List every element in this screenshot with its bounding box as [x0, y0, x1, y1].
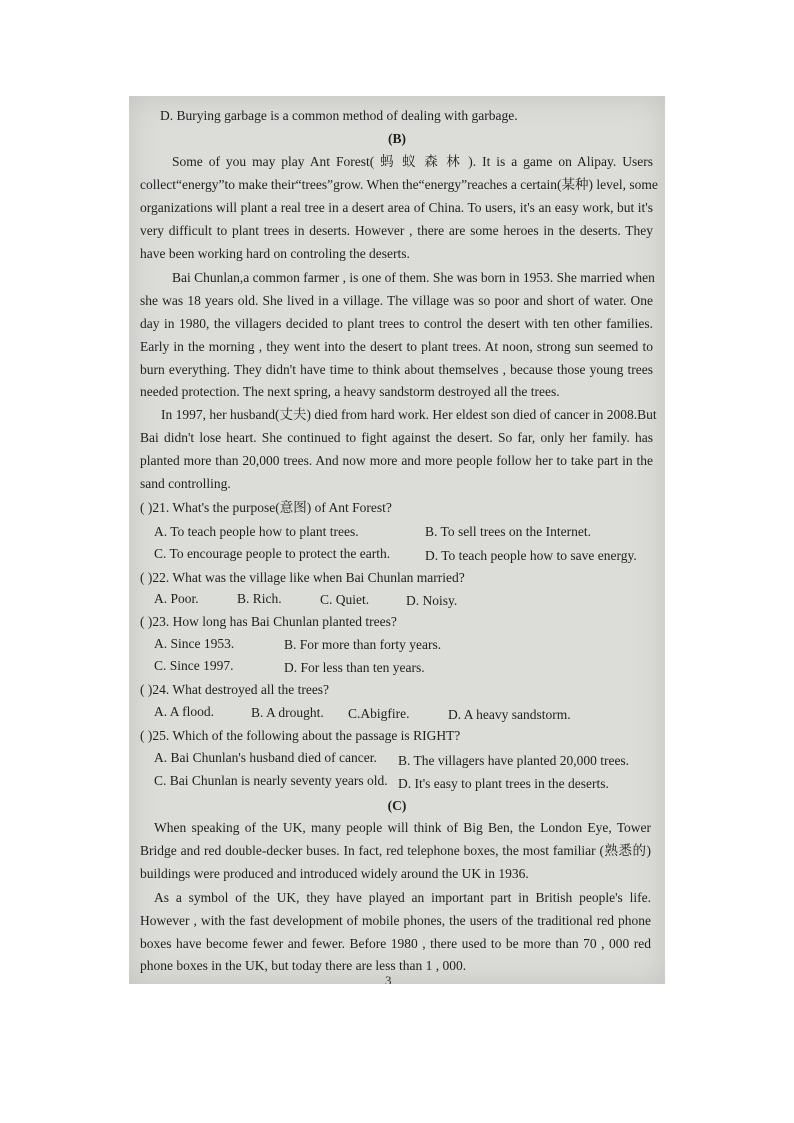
paragraph-line: Bai didn't lose heart. She continued to fight against the desert. So far, only her family. has	[140, 430, 653, 445]
paragraph-line: she was 18 years old. She lived in a village. The village was so poor and short of water. One	[140, 293, 653, 308]
paragraph-line: However , with the fast development of mobile phones, the users of the traditional red phone	[140, 913, 651, 928]
q25-option-d: D. It's easy to plant trees in the deserts.	[398, 776, 609, 791]
q21-option-d: D. To teach people how to save energy.	[425, 548, 637, 563]
q23-option-d: D. For less than ten years.	[284, 660, 425, 675]
paragraph-line: Early in the morning , they went into the desert to plant trees. At noon, strong sun seemed to	[140, 339, 653, 354]
paragraph-line: organizations will plant a real tree in a desert area of China. To users, it's an easy work, but it's	[140, 200, 653, 215]
q21-option-c: C. To encourage people to protect the earth.	[154, 546, 391, 561]
paragraph-line: Some of you may play Ant Forest( 蚂 蚁 森 林 ). It is a game on Alipay. Users	[172, 154, 653, 169]
paragraph-line: buildings were produced and introduced widely around the UK in 1936.	[140, 866, 529, 881]
q22-option-d: D. Noisy.	[406, 593, 458, 608]
paragraph-line: As a symbol of the UK, they have played an important part in British people's life.	[154, 890, 651, 905]
q23-option-c: C. Since 1997.	[154, 658, 234, 673]
section-c-heading: (C)	[387, 798, 407, 813]
question-25: ( )25. Which of the following about the passage is RIGHT?	[140, 728, 461, 743]
question-22: ( )22. What was the village like when Bai Chunlan married?	[140, 570, 465, 585]
q23-option-b: B. For more than forty years.	[284, 637, 442, 652]
q25-option-a: A. Bai Chunlan's husband died of cancer.	[154, 750, 377, 765]
paragraph-line: Bai Chunlan,a common farmer , is one of them. She was born in 1953. She married when	[172, 270, 655, 285]
q24-option-b: B. A drought.	[251, 705, 324, 720]
paragraph-line: When speaking of the UK, many people will think of Big Ben, the London Eye, Tower	[154, 820, 651, 835]
option-d-line: D. Burying garbage is a common method of dealing with garbage.	[160, 108, 518, 123]
q22-option-a: A. Poor.	[154, 591, 199, 606]
paragraph-line: sand controlling.	[140, 476, 231, 491]
section-b-heading: (B)	[388, 131, 406, 146]
paragraph-line: have been working hard on controling the deserts.	[140, 246, 410, 261]
paragraph-line: boxes have become fewer and fewer. Before 1980 , there used to be more than 70 , 000 red	[140, 936, 651, 951]
paragraph-line: planted more than 20,000 trees. And now more and more people follow her to take part in the	[140, 453, 653, 468]
question-24: ( )24. What destroyed all the trees?	[140, 682, 330, 697]
q23-option-a: A. Since 1953.	[154, 636, 235, 651]
q21-option-b: B. To sell trees on the Internet.	[425, 524, 592, 539]
q24-option-d: D. A heavy sandstorm.	[448, 707, 571, 722]
q21-option-a: A. To teach people how to plant trees.	[154, 524, 359, 539]
q25-option-c: C. Bai Chunlan is nearly seventy years old.	[154, 773, 388, 788]
paragraph-line: burn everything. They didn't have time to think about themselves , because those young trees	[140, 362, 653, 377]
q24-option-c: C.Abigfire.	[348, 706, 410, 721]
paragraph-line: very difficult to plant trees in deserts. However , there are some heroes in the deserts. They	[140, 223, 653, 238]
question-21: ( )21. What's the purpose(意图) of Ant Forest?	[140, 500, 392, 515]
q24-option-a: A. A flood.	[154, 704, 215, 719]
paragraph-line: collect“energy”to make their“trees”grow. When the“energy”reaches a certain(某种) level, some	[140, 177, 658, 192]
paragraph-line: Bridge and red double-decker buses. In fact, red telephone boxes, the most familiar (熟悉的)	[140, 843, 651, 858]
q22-option-b: B. Rich.	[237, 591, 282, 606]
paragraph-line: needed protection. The next spring, a heavy sandstorm destroyed all the trees.	[140, 384, 560, 399]
question-23: ( )23. How long has Bai Chunlan planted trees?	[140, 614, 397, 629]
paragraph-line: day in 1980, the villagers decided to plant trees to control the desert with ten other families.	[140, 316, 653, 331]
scanned-page-photo	[129, 96, 665, 984]
paragraph-line: phone boxes in the UK, but today there are less than 1 , 000.	[140, 958, 467, 973]
q25-option-b: B. The villagers have planted 20,000 trees.	[398, 753, 630, 768]
paragraph-line: In 1997, her husband(丈夫) died from hard work. Her eldest son died of cancer in 2008.But	[161, 407, 657, 422]
page-number: 3	[385, 973, 392, 984]
q22-option-c: C. Quiet.	[320, 592, 370, 607]
